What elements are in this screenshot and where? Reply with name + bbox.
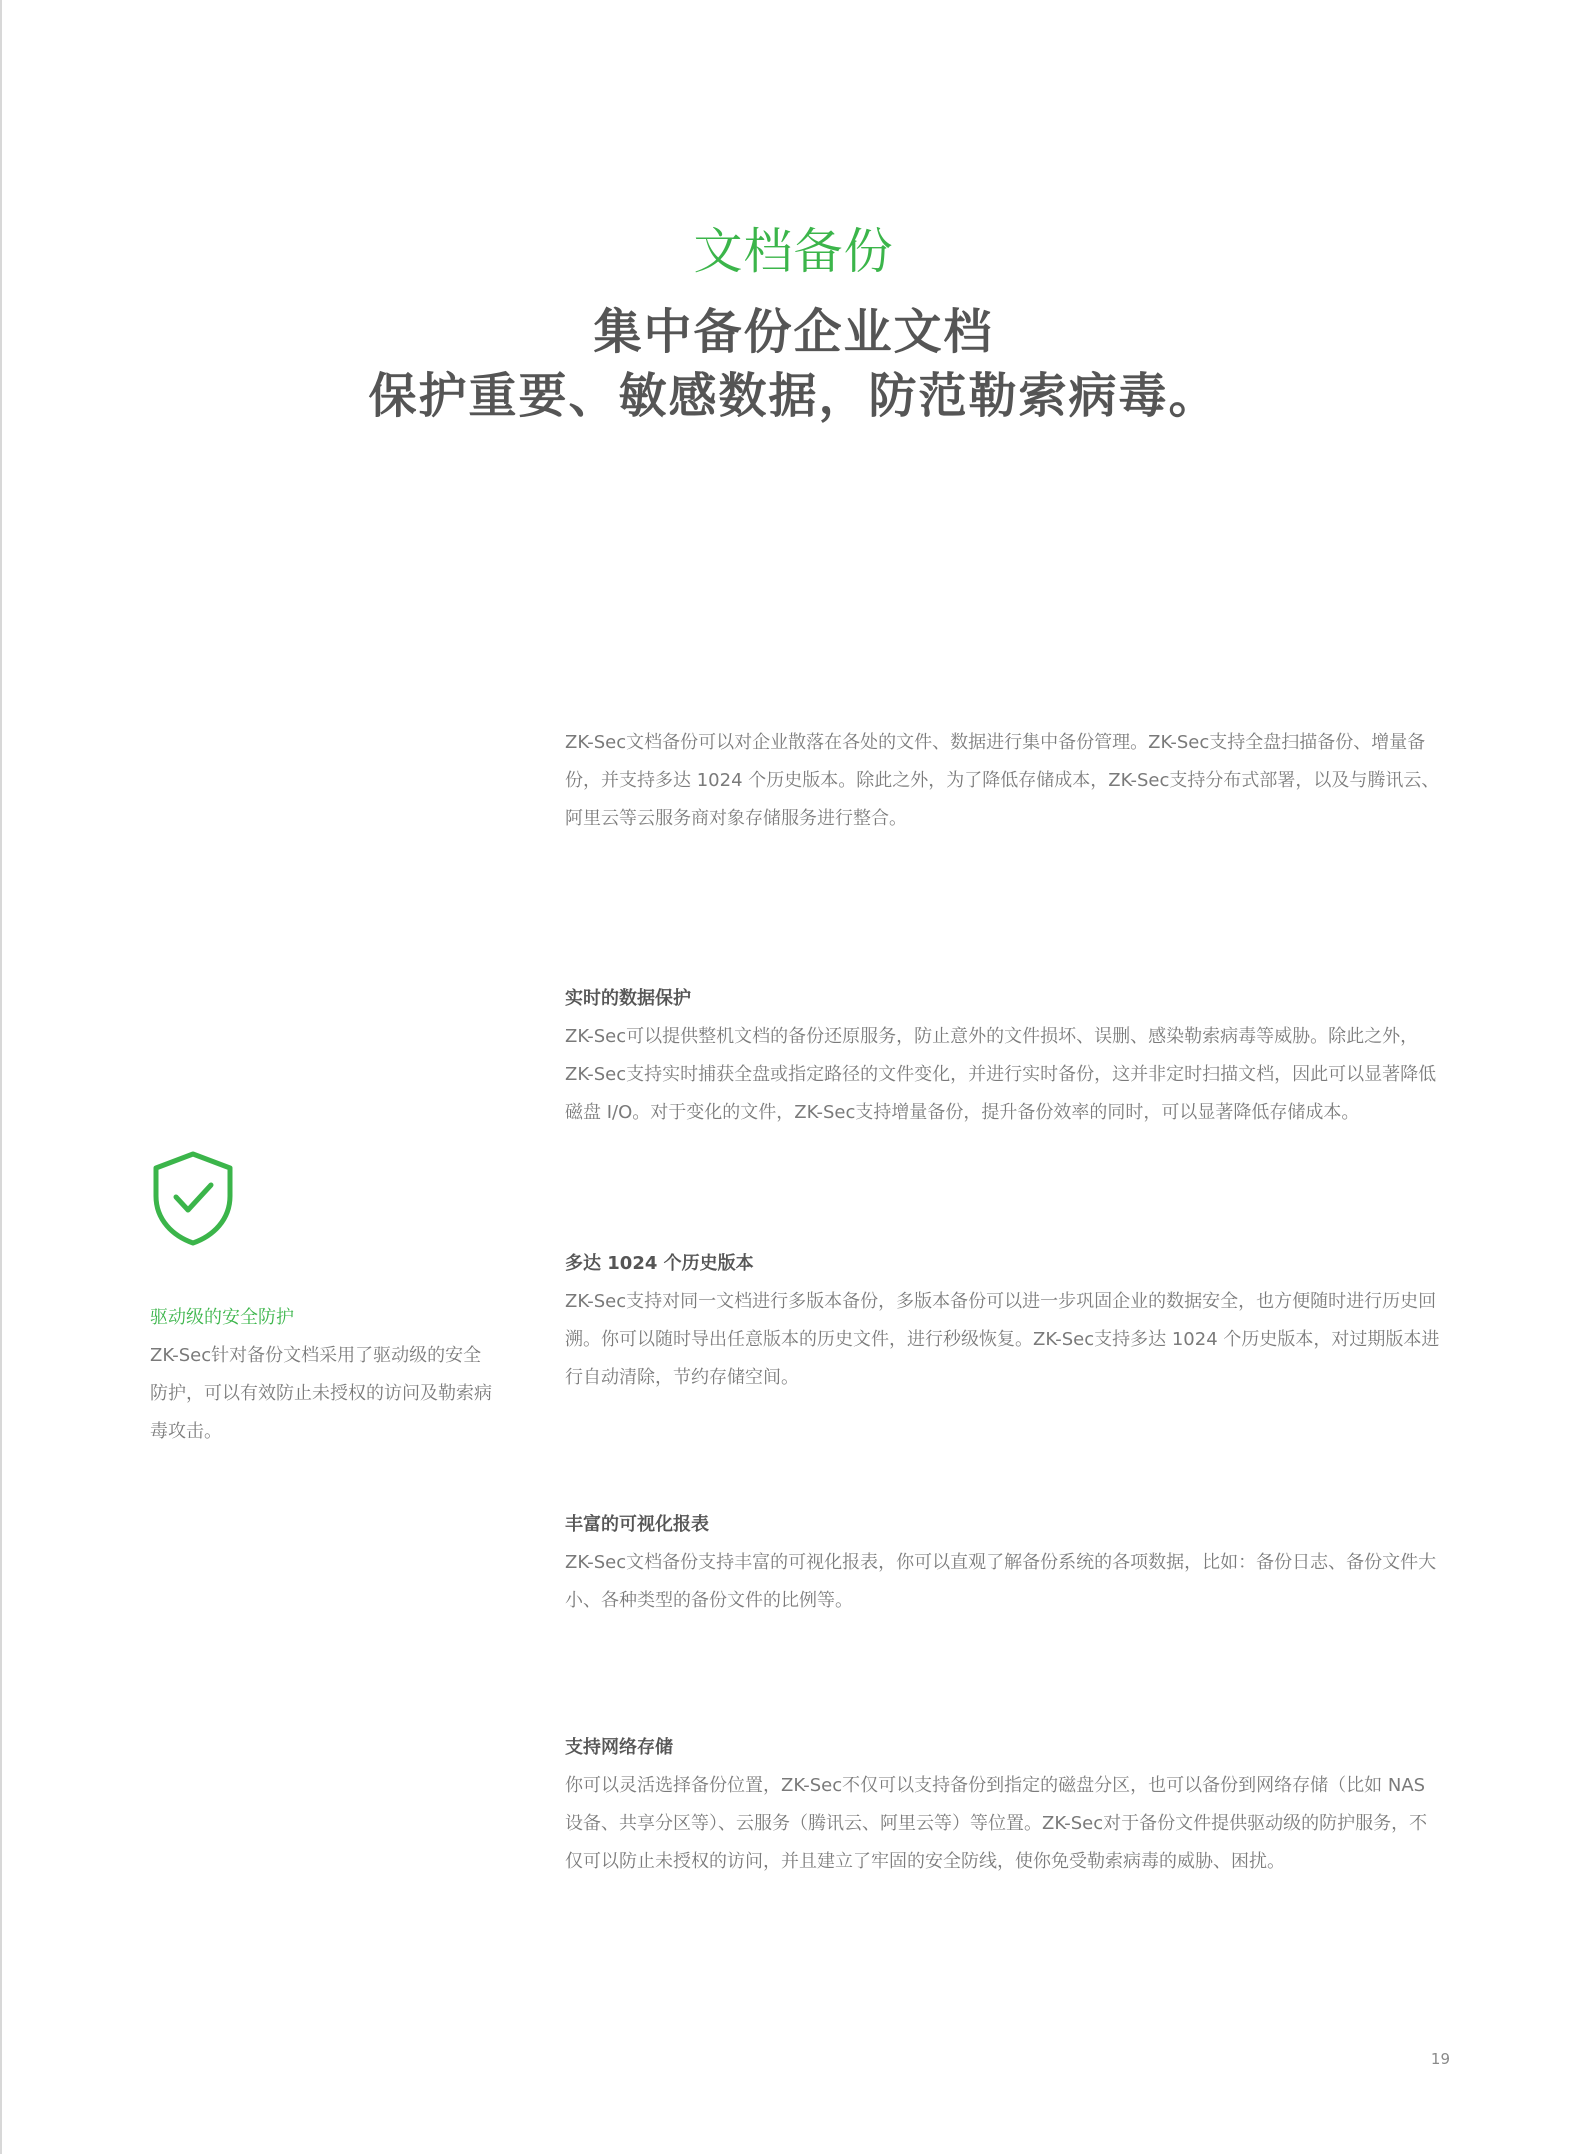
feature-visual-reports (565, 1508, 1440, 1620)
feature-body: ZK-Sec可以提供整机文档的备份还原服务，防止意外的文件损坏、误删、感染勒索病毒等威胁。除此之外，ZK-Sec支持实时捕获全盘或指定路径的文件变化，并进行实时备份，这并非定时扫描文档，因此可以显著降低磁盘 I/O。对于变化的文件，ZK-Sec支持增量备份，提升备份效率的同时，可以显著降低存储成本。 (565, 1026, 1437, 1123)
feature-title: 支持网络存储 (565, 1737, 673, 1758)
side-card-title: 驱动级的安全防护 (150, 1307, 294, 1328)
feature-history-versions (565, 1247, 1440, 1397)
feature-body: ZK-Sec支持对同一文档进行多版本备份，多版本备份可以进一步巩固企业的数据安全，也方便随时进行历史回溯。你可以随时导出任意版本的历史文件，进行秒级恢复。ZK-Sec支持多达 1024 个历史版本，对过期版本进行自动清除，节约存储空间。 (565, 1291, 1440, 1388)
headline-line-2: 保护重要、敏感数据，防范勒索病毒。 (368, 368, 1219, 424)
feature-network-storage (565, 1731, 1440, 1881)
headline-line-1: 集中备份企业文档 (593, 304, 994, 360)
feature-title: 丰富的可视化报表 (565, 1514, 709, 1535)
feature-body: ZK-Sec文档备份支持丰富的可视化报表，你可以直观了解备份系统的各项数据，比如：备份日志、备份文件大小、各种类型的备份文件的比例等。 (565, 1552, 1437, 1611)
shield-check-icon (150, 1150, 236, 1246)
feature-realtime-protection (565, 982, 1440, 1132)
intro-paragraph: ZK-Sec文档备份可以对企业散落在各处的文件、数据进行集中备份管理。ZK-Sec支持全盘扫描备份、增量备份，并支持多达 1024 个历史版本。除此之外，为了降低存储成本，ZK-Sec支持分布式部署，以及与腾讯云、阿里云等云服务商对象存储服务进行整合。 (565, 732, 1440, 829)
feature-body: 你可以灵活选择备份位置，ZK-Sec不仅可以支持备份到指定的磁盘分区，也可以备份到网络存储（比如 NAS 设备、共享分区等）、云服务（腾讯云、阿里云等）等位置。ZK-Sec对于备份文件提供驱动级的防护服务，不仅可以防止未授权的访问，并且建立了牢固的安全防线，使你免受勒索病毒的威胁、困扰。 (565, 1775, 1428, 1872)
section-title: 文档备份 (693, 223, 894, 280)
feature-title: 实时的数据保护 (565, 988, 691, 1009)
side-card-body: ZK-Sec针对备份文档采用了驱动级的安全防护，可以有效防止未授权的访问及勒索病毒攻击。 (150, 1345, 492, 1442)
driver-protection-card (150, 1150, 495, 1451)
feature-title: 多达 1024 个历史版本 (565, 1253, 754, 1274)
page-headline (0, 300, 1587, 428)
page-number: 19 (1430, 2050, 1450, 2068)
